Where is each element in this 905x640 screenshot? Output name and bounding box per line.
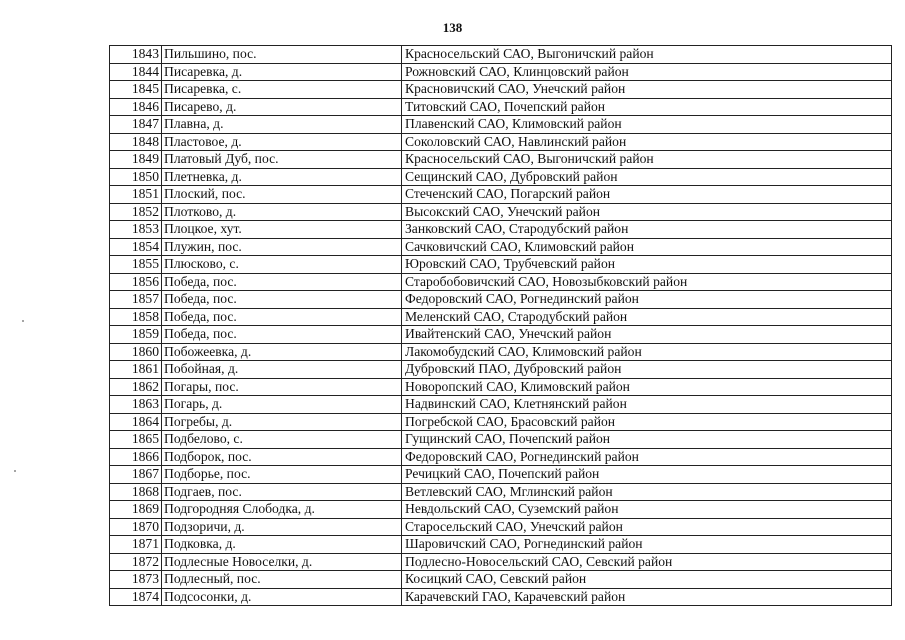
table-row	[110, 571, 892, 589]
settlement-name: Пластовое, д.	[162, 133, 402, 151]
page-number: 138	[442, 20, 463, 35]
table-row	[110, 466, 892, 484]
table-row	[110, 308, 892, 326]
district-name: Федоровский САО, Рогнединский район	[402, 448, 892, 466]
district-name: Дубровский ПАО, Дубровский район	[402, 361, 892, 379]
table-row	[110, 413, 892, 431]
settlement-name: Подгаев, пос.	[162, 483, 402, 501]
table-row	[110, 46, 892, 64]
row-number: 1845	[110, 81, 162, 99]
table-row	[110, 116, 892, 134]
scan-speck	[22, 320, 24, 322]
row-number: 1873	[110, 571, 162, 589]
settlement-name: Погары, пос.	[162, 378, 402, 396]
settlement-name: Погарь, д.	[162, 396, 402, 414]
table-row	[110, 63, 892, 81]
district-name: Титовский САО, Почепский район	[402, 98, 892, 116]
district-name: Гущинский САО, Почепский район	[402, 431, 892, 449]
table-body	[110, 46, 892, 606]
settlement-name: Подлесные Новоселки, д.	[162, 553, 402, 571]
settlement-name: Пильшино, пос.	[162, 46, 402, 64]
settlement-name: Подковка, д.	[162, 536, 402, 554]
table-row	[110, 326, 892, 344]
settlement-name: Плужин, пос.	[162, 238, 402, 256]
table-row	[110, 588, 892, 606]
table-row	[110, 291, 892, 309]
row-number: 1870	[110, 518, 162, 536]
table-row	[110, 256, 892, 274]
settlement-name: Платовый Дуб, пос.	[162, 151, 402, 169]
row-number: 1874	[110, 588, 162, 606]
table-row	[110, 501, 892, 519]
district-name: Сачковичский САО, Климовский район	[402, 238, 892, 256]
table-row	[110, 378, 892, 396]
row-number: 1860	[110, 343, 162, 361]
settlement-name: Подбелово, с.	[162, 431, 402, 449]
district-name: Федоровский САО, Рогнединский район	[402, 291, 892, 309]
table-row	[110, 361, 892, 379]
settlement-name: Писарево, д.	[162, 98, 402, 116]
row-number: 1850	[110, 168, 162, 186]
row-number: 1844	[110, 63, 162, 81]
table-row	[110, 448, 892, 466]
table-row	[110, 238, 892, 256]
row-number: 1871	[110, 536, 162, 554]
settlement-name: Писаревка, д.	[162, 63, 402, 81]
district-name: Старобобовичский САО, Новозыбковский район	[402, 273, 892, 291]
district-name: Косицкий САО, Севский район	[402, 571, 892, 589]
table-row	[110, 483, 892, 501]
settlement-name: Подзоричи, д.	[162, 518, 402, 536]
row-number: 1843	[110, 46, 162, 64]
row-number: 1848	[110, 133, 162, 151]
row-number: 1864	[110, 413, 162, 431]
table-row	[110, 536, 892, 554]
table-row	[110, 168, 892, 186]
settlement-name: Плавна, д.	[162, 116, 402, 134]
row-number: 1872	[110, 553, 162, 571]
table-row	[110, 396, 892, 414]
district-name: Рожновский САО, Клинцовский район	[402, 63, 892, 81]
district-name: Карачевский ГАО, Карачевский район	[402, 588, 892, 606]
table-row	[110, 186, 892, 204]
table-row	[110, 431, 892, 449]
row-number: 1865	[110, 431, 162, 449]
district-name: Невдольский САО, Суземский район	[402, 501, 892, 519]
district-name: Лакомобудский САО, Климовский район	[402, 343, 892, 361]
row-number: 1858	[110, 308, 162, 326]
settlement-name: Плотково, д.	[162, 203, 402, 221]
district-name: Соколовский САО, Навлинский район	[402, 133, 892, 151]
district-name: Новоропский САО, Климовский район	[402, 378, 892, 396]
row-number: 1857	[110, 291, 162, 309]
district-name: Стеченский САО, Погарский район	[402, 186, 892, 204]
settlement-name: Победа, пос.	[162, 273, 402, 291]
district-name: Сещинский САО, Дубровский район	[402, 168, 892, 186]
settlement-name: Подлесный, пос.	[162, 571, 402, 589]
district-name: Погребской САО, Брасовский район	[402, 413, 892, 431]
district-name: Ивайтенский САО, Унечский район	[402, 326, 892, 344]
settlement-name: Подборок, пос.	[162, 448, 402, 466]
district-name: Красносельский САО, Выгоничский район	[402, 151, 892, 169]
row-number: 1859	[110, 326, 162, 344]
settlement-name: Подгородняя Слободка, д.	[162, 501, 402, 519]
row-number: 1847	[110, 116, 162, 134]
district-name: Меленский САО, Стародубский район	[402, 308, 892, 326]
settlement-name: Побожеевка, д.	[162, 343, 402, 361]
district-name: Красносельский САО, Выгоничский район	[402, 46, 892, 64]
row-number: 1856	[110, 273, 162, 291]
district-name: Подлесно-Новосельский САО, Севский район	[402, 553, 892, 571]
table-row	[110, 273, 892, 291]
table-row	[110, 133, 892, 151]
district-name: Красновичский САО, Унечский район	[402, 81, 892, 99]
row-number: 1849	[110, 151, 162, 169]
row-number: 1868	[110, 483, 162, 501]
district-name: Высокский САО, Унечский район	[402, 203, 892, 221]
settlement-name: Побойная, д.	[162, 361, 402, 379]
row-number: 1852	[110, 203, 162, 221]
settlement-name: Победа, пос.	[162, 308, 402, 326]
settlement-name: Погребы, д.	[162, 413, 402, 431]
row-number: 1867	[110, 466, 162, 484]
settlement-name: Плоцкое, хут.	[162, 221, 402, 239]
table-row	[110, 98, 892, 116]
table-row	[110, 203, 892, 221]
district-name: Юровский САО, Трубчевский район	[402, 256, 892, 274]
table-row	[110, 553, 892, 571]
row-number: 1853	[110, 221, 162, 239]
district-name: Речицкий САО, Почепский район	[402, 466, 892, 484]
row-number: 1866	[110, 448, 162, 466]
settlement-name: Плоский, пос.	[162, 186, 402, 204]
row-number: 1851	[110, 186, 162, 204]
row-number: 1862	[110, 378, 162, 396]
district-name: Занковский САО, Стародубский район	[402, 221, 892, 239]
row-number: 1861	[110, 361, 162, 379]
scan-speck	[14, 470, 16, 472]
table-row	[110, 343, 892, 361]
district-name: Старосельский САО, Унечский район	[402, 518, 892, 536]
district-name: Шаровичский САО, Рогнединский район	[402, 536, 892, 554]
settlement-name: Подсосонки, д.	[162, 588, 402, 606]
settlement-name: Победа, пос.	[162, 326, 402, 344]
settlements-table	[109, 45, 892, 606]
settlement-name: Писаревка, с.	[162, 81, 402, 99]
district-name: Надвинский САО, Клетнянский район	[402, 396, 892, 414]
row-number: 1855	[110, 256, 162, 274]
row-number: 1854	[110, 238, 162, 256]
table-row	[110, 221, 892, 239]
table-row	[110, 81, 892, 99]
settlement-name: Подборье, пос.	[162, 466, 402, 484]
settlement-name: Победа, пос.	[162, 291, 402, 309]
row-number: 1869	[110, 501, 162, 519]
district-name: Плавенский САО, Климовский район	[402, 116, 892, 134]
row-number: 1846	[110, 98, 162, 116]
table-row	[110, 518, 892, 536]
district-name: Ветлевский САО, Мглинский район	[402, 483, 892, 501]
row-number: 1863	[110, 396, 162, 414]
settlement-name: Плюсково, с.	[162, 256, 402, 274]
settlement-name: Плетневка, д.	[162, 168, 402, 186]
table-row	[110, 151, 892, 169]
